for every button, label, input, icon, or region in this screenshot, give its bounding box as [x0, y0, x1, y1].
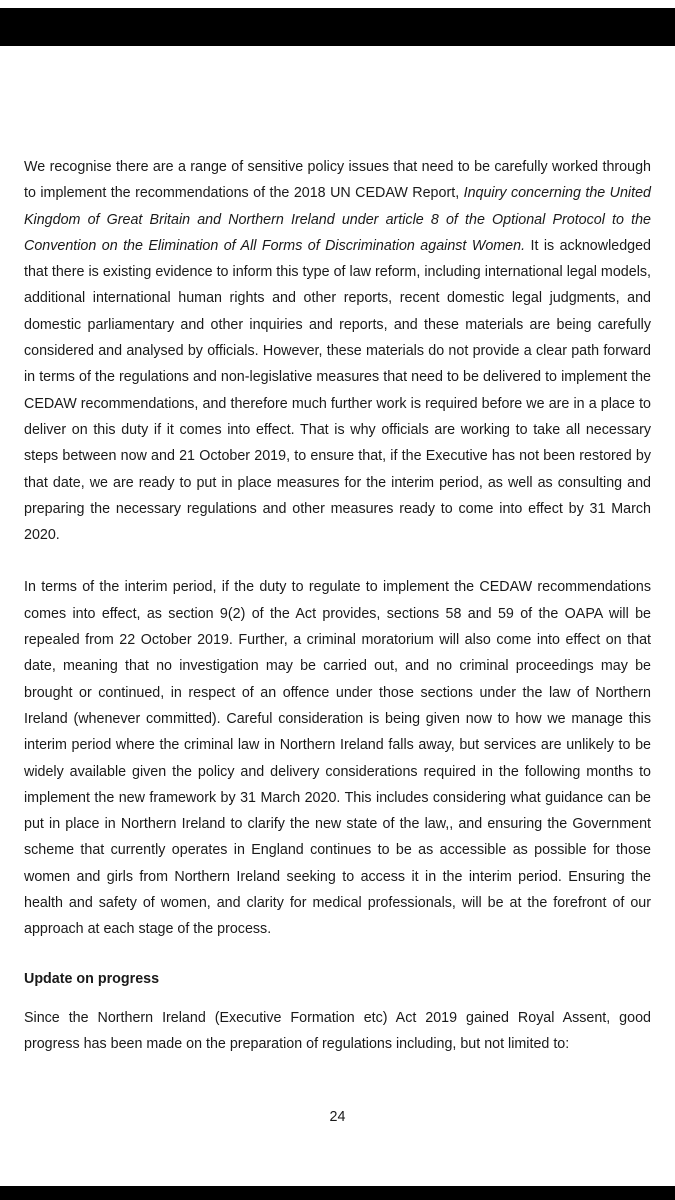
paragraph-intro-text: We recognise there are a range of sensitive policy issues that need to be carefully worked through to implement the recommendations of the 2018 UN CEDAW Report, — [24, 159, 651, 202]
page-number: 24 — [329, 1109, 346, 1125]
report-title: Inquiry concerning the United Kingdom of Great Britain and Northern Ireland under article 8 of the Optional Protocol to the Convention on the Elimination of All Forms of Discrimination against Women. — [24, 185, 651, 254]
document-body — [24, 154, 651, 1058]
paragraph-progress: Since the Northern Ireland (Executive Formation etc) Act 2019 gained Royal Assent, good progress has been made on the preparation of regulations including, but not limited to: — [24, 1009, 651, 1053]
section-heading: Update on progress — [24, 970, 160, 987]
paragraph-body-text: It is acknowledged that there is existing evidence to inform this type of law reform, including international legal models, additional international human rights and other reports, recent domestic legal judgments, and domestic parliamentary and other inquiries and reports, and these materials are being carefully considered and analysed by officials. However, these materials do not provide a clear path forward in terms of the regulations and non-legislative measures that need to be delivered to implement the CEDAW recommendations, and therefore much further work is required before we are in a place to deliver on this duty if it comes into effect. That is why officials are working to take all necessary steps between now and 21 October 2019, to ensure that, if the Executive has not been restored by that date, we are ready to put in place measures for the interim period, as well as consulting and preparing the necessary regulations and other measures ready to come into effect by 31 March 2020. — [24, 237, 652, 544]
bottom-black-bar — [0, 1186, 675, 1200]
top-black-bar — [0, 8, 675, 46]
paragraph-cedaw-recommendations — [24, 154, 651, 548]
paragraph-interim-period: In terms of the interim period, if the duty to regulate to implement the CEDAW recommendations comes into effect, as section 9(2) of the Act provides, sections 58 and 59 of the OAPA will be repealed from 22 October 2019. Further, a criminal moratorium will also come into effect on that date, meaning that no investigation may be carried out, and no criminal proceedings may be brought or continued, in respect of an offence under those sections under the law of Northern Ireland (whenever committed). Careful consideration is being given now to how we manage this interim period where the criminal law in Northern Ireland falls away, but services are unlikely to be widely available given the policy and delivery considerations required in the following months to implement the new framework by 31 March 2020. This includes considering what guidance can be put in place in Northern Ireland to clarify the new state of the law,, and ensuring the Government scheme that currently operates in England continues to be as accessible as possible for those women and girls from Northern Ireland seeking to access it in the interim period. Ensuring the health and safety of women, and clarity for medical professionals, will be at the forefront of our approach at each stage of the process. — [24, 579, 651, 938]
